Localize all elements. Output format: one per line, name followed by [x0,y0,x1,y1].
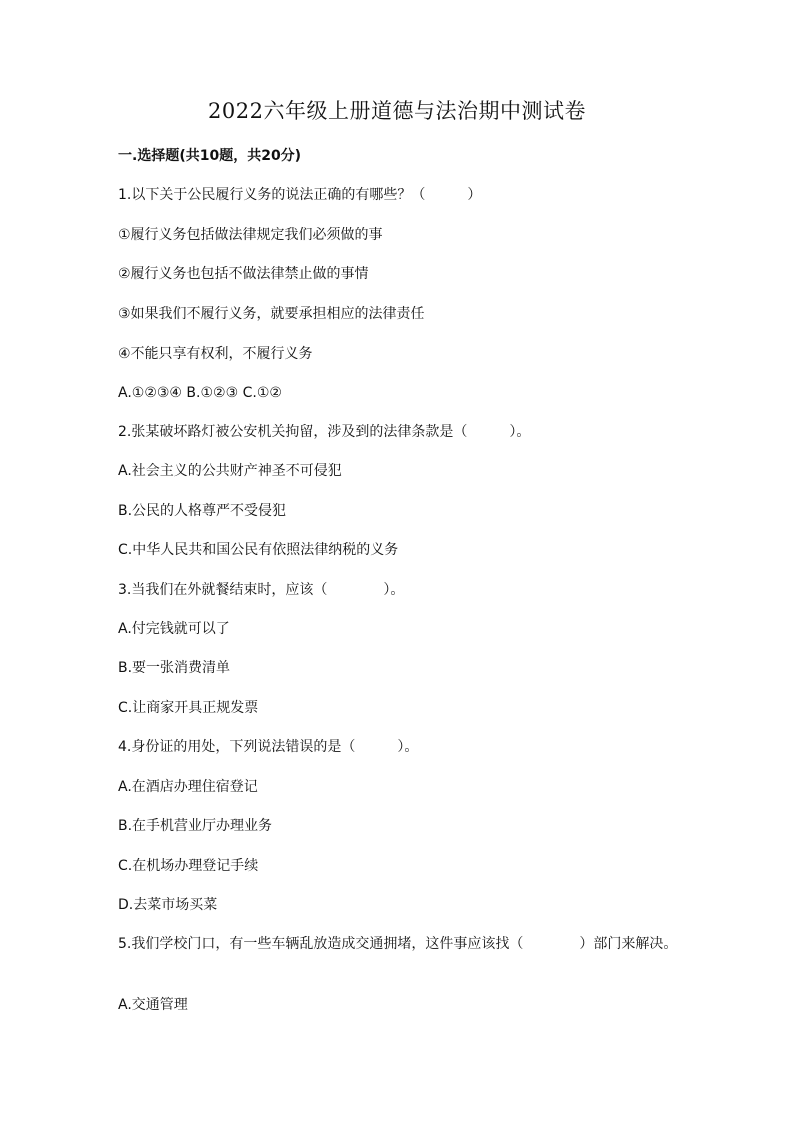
question-4-option-a: A.在酒店办理住宿登记 [118,779,258,795]
question-4-stem: 4.身份证的用处，下列说法错误的是（ ）。 [118,739,419,755]
question-1-options: A.①②③④ B.①②③ C.①② [118,385,282,401]
question-2-option-b: B.公民的人格尊严不受侵犯 [118,503,287,519]
question-5-option-a: A.交通管理 [118,997,188,1013]
question-3-option-b: B.要一张消费清单 [118,660,231,676]
question-1-stem: 1.以下关于公民履行义务的说法正确的有哪些？（ ） [118,187,482,203]
question-1-item-3: ③如果我们不履行义务，就要承担相应的法律责任 [118,306,425,322]
question-2-stem: 2.张某破坏路灯被公安机关拘留，涉及到的法律条款是（ ）。 [118,424,531,440]
question-1-item-4: ④不能只享有权利，不履行义务 [118,346,313,362]
document-title: 2022六年级上册道德与法治期中测试卷 [208,99,586,123]
question-1-item-1: ①履行义务包括做法律规定我们必须做的事 [118,227,383,243]
question-2-option-c: C.中华人民共和国公民有依照法律纳税的义务 [118,542,399,558]
question-3-stem: 3.当我们在外就餐结束时，应该（ ）。 [118,582,405,598]
question-4-option-c: C.在机场办理登记手续 [118,858,259,874]
question-2-option-a: A.社会主义的公共财产神圣不可侵犯 [118,463,342,479]
question-3-option-c: C.让商家开具正规发票 [118,700,259,716]
question-5-stem: 5.我们学校门口，有一些车辆乱放造成交通拥堵，这件事应该找（ ）部门来解决。 [118,936,678,952]
question-3-option-a: A.付完钱就可以了 [118,621,230,637]
question-4-option-d: D.去菜市场买菜 [118,897,218,913]
question-1-item-2: ②履行义务也包括不做法律禁止做的事情 [118,266,369,282]
section-heading: 一.选择题(共10题，共20分) [118,148,302,164]
question-4-option-b: B.在手机营业厅办理业务 [118,818,273,834]
